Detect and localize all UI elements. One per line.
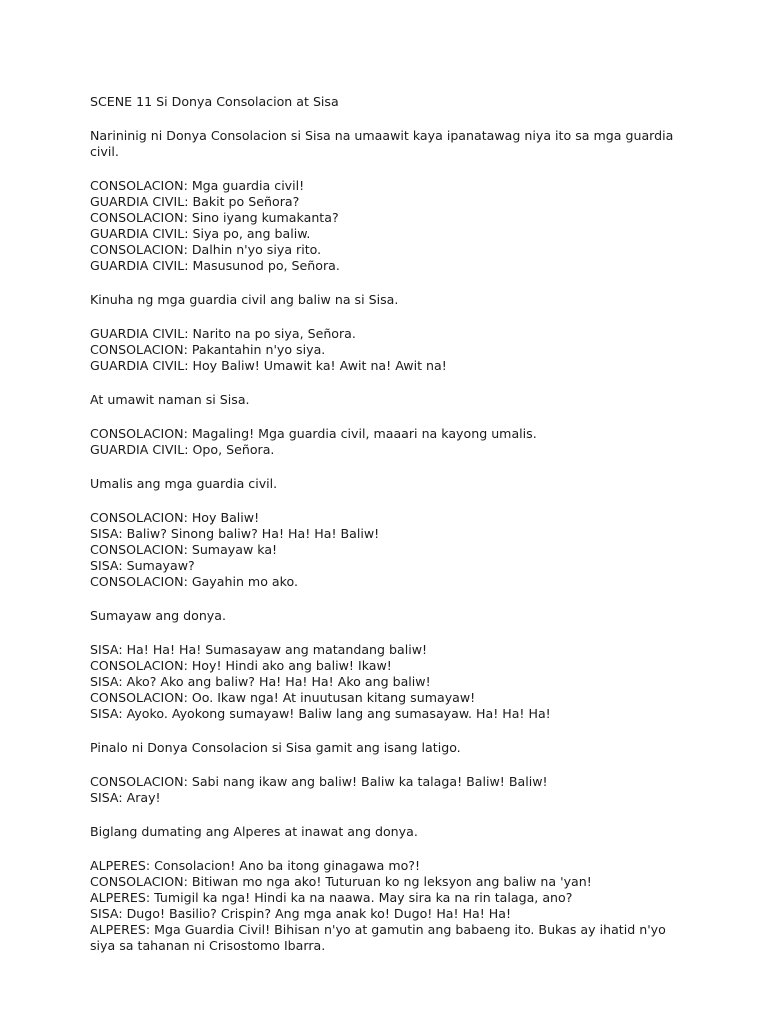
narration-paragraph xyxy=(90,608,728,624)
narration-paragraph xyxy=(90,292,728,308)
narration-line: Kinuha ng mga guardia civil ang baliw na si Sisa. xyxy=(90,292,399,307)
dialogue-line: SISA: Dugo! Basilio? Crispin? Ang mga anak ko! Dugo! Ha! Ha! Ha! xyxy=(90,906,512,921)
dialogue-line: GUARDIA CIVIL: Masusunod po, Señora. xyxy=(90,258,340,273)
dialogue-line: SISA: Ayoko. Ayokong sumayaw! Baliw lang ang sumasayaw. Ha! Ha! Ha! xyxy=(90,706,551,721)
narration-line: At umawit naman si Sisa. xyxy=(90,392,250,407)
dialogue-block xyxy=(90,426,728,458)
dialogue-block xyxy=(90,510,728,590)
dialogue-line: CONSOLACION: Pakantahin n'yo siya. xyxy=(90,342,326,357)
scene-title-block xyxy=(90,94,728,110)
narration-line: Sumayaw ang donya. xyxy=(90,608,226,623)
dialogue-line: SISA: Ako? Ako ang baliw? Ha! Ha! Ha! Ako ang baliw! xyxy=(90,674,431,689)
script-body xyxy=(90,128,728,954)
narration-line: Pinalo ni Donya Consolacion si Sisa gamit ang isang latigo. xyxy=(90,740,461,755)
dialogue-line: GUARDIA CIVIL: Siya po, ang baliw. xyxy=(90,226,311,241)
dialogue-line: ALPERES: Mga Guardia Civil! Bihisan n'yo at gamutin ang babaeng ito. Bukas ay ihatid n'yo xyxy=(90,922,666,937)
dialogue-line: GUARDIA CIVIL: Narito na po siya, Señora. xyxy=(90,326,356,341)
dialogue-line: CONSOLACION: Sino iyang kumakanta? xyxy=(90,210,339,225)
dialogue-line: ALPERES: Tumigil ka nga! Hindi ka na naawa. May sira ka na rin talaga, ano? xyxy=(90,890,573,905)
dialogue-line: CONSOLACION: Sabi nang ikaw ang baliw! Baliw ka talaga! Baliw! Baliw! xyxy=(90,774,548,789)
narration-paragraph xyxy=(90,740,728,756)
narration-line: Narininig ni Donya Consolacion si Sisa na umaawit kaya ipanatawag niya ito sa mga guardia xyxy=(90,128,674,143)
dialogue-line: CONSOLACION: Dalhin n'yo siya rito. xyxy=(90,242,322,257)
dialogue-line: SISA: Aray! xyxy=(90,790,161,805)
dialogue-block xyxy=(90,642,728,722)
narration-line: Biglang dumating ang Alperes at inawat ang donya. xyxy=(90,824,418,839)
narration-paragraph xyxy=(90,128,728,160)
dialogue-line: GUARDIA CIVIL: Opo, Señora. xyxy=(90,442,275,457)
dialogue-line: CONSOLACION: Hoy Baliw! xyxy=(90,510,260,525)
dialogue-line: SISA: Sumayaw? xyxy=(90,558,195,573)
dialogue-line: GUARDIA CIVIL: Bakit po Señora? xyxy=(90,194,300,209)
dialogue-line: CONSOLACION: Magaling! Mga guardia civil, maaari na kayong umalis. xyxy=(90,426,537,441)
dialogue-line: siya sa tahanan ni Crisostomo Ibarra. xyxy=(90,938,326,953)
narration-line: civil. xyxy=(90,144,119,159)
dialogue-line: CONSOLACION: Gayahin mo ako. xyxy=(90,574,298,589)
dialogue-line: SISA: Ha! Ha! Ha! Sumasayaw ang matandang baliw! xyxy=(90,642,428,657)
dialogue-line: CONSOLACION: Mga guardia civil! xyxy=(90,178,305,193)
dialogue-line: GUARDIA CIVIL: Hoy Baliw! Umawit ka! Awit na! Awit na! xyxy=(90,358,447,373)
dialogue-block xyxy=(90,774,728,806)
dialogue-line: CONSOLACION: Oo. Ikaw nga! At inuutusan kitang sumayaw! xyxy=(90,690,476,705)
dialogue-block xyxy=(90,326,728,374)
narration-paragraph xyxy=(90,476,728,492)
dialogue-line: CONSOLACION: Hoy! Hindi ako ang baliw! Ikaw! xyxy=(90,658,392,673)
dialogue-block xyxy=(90,178,728,274)
dialogue-block xyxy=(90,858,728,954)
dialogue-line: SISA: Baliw? Sinong baliw? Ha! Ha! Ha! Baliw! xyxy=(90,526,380,541)
narration-paragraph xyxy=(90,392,728,408)
dialogue-line: ALPERES: Consolacion! Ano ba itong ginagawa mo?! xyxy=(90,858,421,873)
dialogue-line: CONSOLACION: Sumayaw ka! xyxy=(90,542,278,557)
narration-line: Umalis ang mga guardia civil. xyxy=(90,476,278,491)
scene-title: SCENE 11 Si Donya Consolacion at Sisa xyxy=(90,94,339,109)
narration-paragraph xyxy=(90,824,728,840)
dialogue-line: CONSOLACION: Bitiwan mo nga ako! Tuturuan ko ng leksyon ang baliw na 'yan! xyxy=(90,874,592,889)
